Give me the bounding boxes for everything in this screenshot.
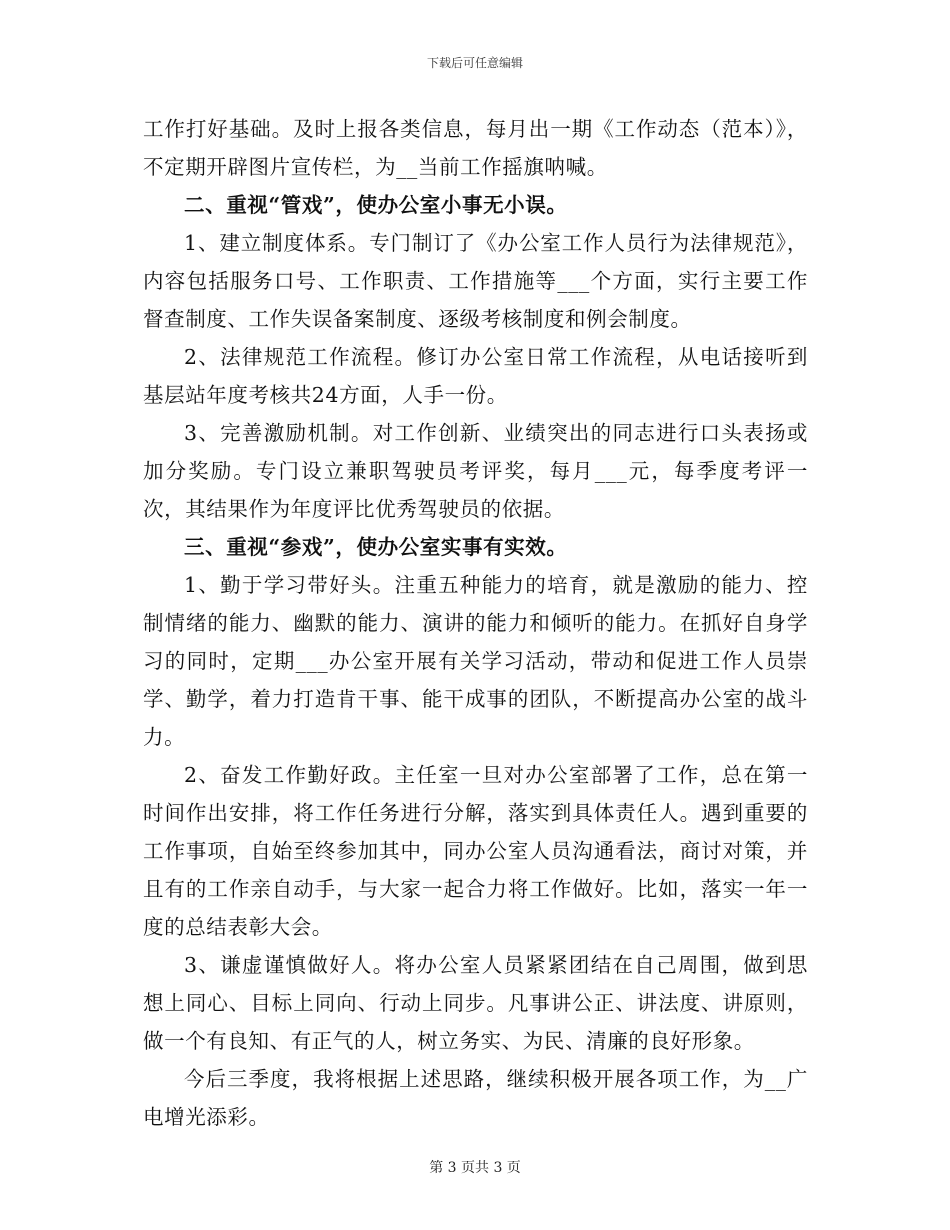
section-heading-2: 二、重视“管戏”，使办公室小事无小误。 [184,193,568,217]
paragraph-2-3: 3、完善激励机制。对工作创新、业绩突出的同志进行口头表扬或加分奖励。专门设立兼职驾驶员考评奖，每月___元，每季度考评一次，其结果作为年度评比优秀驾驶员的依据。 [143,421,808,521]
paragraph-closing: 今后三季度，我将根据上述思路，继续积极开展各项工作，为__广电增光添彩。 [143,1067,808,1129]
page-number: 第 3 页共 3 页 [429,1160,521,1176]
page-header-note: 下载后可任意编辑 [426,56,523,70]
paragraph-2-2: 2、法律规范工作流程。修订办公室日常工作流程，从电话接听到基层站年度考核共24方面，人手一份。 [143,345,808,407]
paragraph-3-2: 2、奋发工作勤好政。主任室一旦对办公室部署了工作，总在第一时间作出安排，将工作任务进行分解，落实到具体责任人。遇到重要的工作事项，自始至终参加其中，同办公室人员沟通看法，商讨对策，并且有的工作亲自动手，与大家一起合力将工作做好。比如，落实一年一度的总结表彰大会。 [143,763,808,939]
paragraph-3-3: 3、谦虚谨慎做好人。将办公室人员紧紧团结在自己周围，做到思想上同心、目标上同向、行动上同步。凡事讲公正、讲法度、讲原则，做一个有良知、有正气的人，树立务实、为民、清廉的良好形象。 [143,953,808,1053]
paragraph-continuation: 工作打好基础。及时上报各类信息，每月出一期《工作动态（范本）》，不定期开辟图片宣传栏，为__当前工作摇旗呐喊。 [143,117,808,179]
section-heading-3: 三、重视“参戏”，使办公室实事有实效。 [184,535,568,559]
paragraph-3-1: 1、勤于学习带好头。注重五种能力的培育，就是激励的能力、控制情绪的能力、幽默的能力、演讲的能力和倾听的能力。在抓好自身学习的同时，定期___办公室开展有关学习活动，带动和促进工作人员崇学、勤学，着力打造肯干事、能干成事的团队，不断提高办公室的战斗力。 [143,573,808,749]
paragraph-2-1: 1、建立制度体系。专门制订了《办公室工作人员行为法律规范》，内容包括服务口号、工作职责、工作措施等___个方面，实行主要工作督查制度、工作失误备案制度、逐级考核制度和例会制度。 [143,231,808,331]
document-body [143,110,808,1136]
